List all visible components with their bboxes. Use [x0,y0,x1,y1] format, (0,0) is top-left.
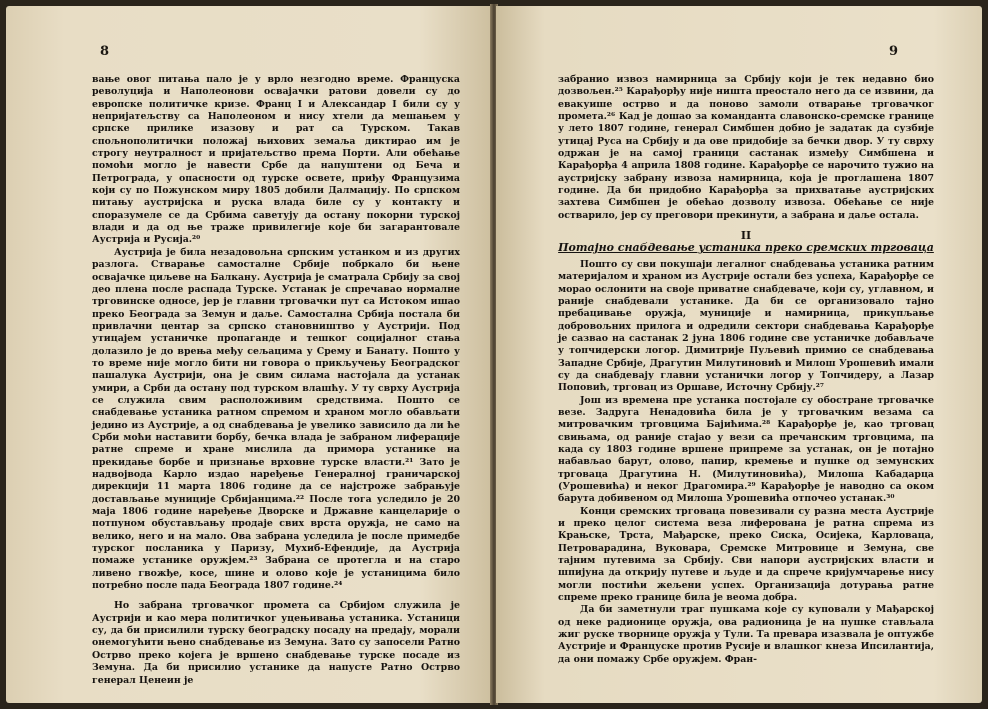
paragraph: Пошто су сви покушаји легалног снабдевања устаника ратним материјалом и храном из Аустрије остали без успеха, Карађорђе се морао ослонити на своје приватне снабдеваче, који су, углавном, и раније снабдевали устанике. Да би се организовало тајно пребацивање оружја, муниције и намирница, прикупљање добровољних прилога и одредили сектори снабдевања Карађорђе је сазвао на састанак 2 јуна 1806 године све устаничке добављаче у топчидерски логор. Димитрије Пуљевић примио се снабдевања Западне Србије, Драгутин Милутиновић и Милош Урошевић имали су да снабдевају главни устанички логор у Топчидеру, а Лазар Поповић, трговац из Оршаве, Источну Србију.²⁷ [558,258,934,394]
section-number: II [740,229,752,243]
paragraph: Још из времена пре устанка постојале су обостране трговачке везе. Задруга Ненадовића била је у трговачким везама са митровачким трговцима Бајићима.²⁸ Карађорђе је, као трговац свињама, од раније стајао у вези са пречанским трговцима, па када су 1803 године вршене припреме за устанак, он је потајно набављао барут, олово, папир, кремење и пушке од земунских трговаца Драгутина Н. (Милутиновића), Милоша Кабадарца (Урошевића) и неког Драгомира.²⁹ Карађорђе је наводно са оком барута добивеном од Милоша Урошевића отпочео устанак.³⁰ [558,394,934,505]
right-page [496,6,982,703]
right-page-body [558,74,934,666]
paragraph: Но забрана трговачког промета са Србијом служила је Аустрији и као мера политичког уцењивања устаника. Устаници су, да би присилили турску београдску посаду на предају, морали онемогућити њено снабдевање из Земуна. Зато су запосели Ратно Острво преко којега је вршено снабдевање турске посаде из Земуна. Да би присилио устанике да напусте Ратно Острво генерал Ценеин је [92,600,460,686]
paragraph: Конци сремских трговаца повезивали су разна места Аустрије и преко целог система веза лиферована је ратна спрема из Крањске, Трста, Мађарске, преко Сиска, Осијека, Карловаца, Петроварадина, Вуковара, Сремске Митровице и Земуна, све тајним путевима за Србију. Сви напори аустријских власти и шпијуна да открију путеве и људе и да спрече кријумчарење нису могли постићи жељени успех. Организација дотурања ратне спреме преко границе била је веома добра. [558,505,934,604]
paragraph: Аустрија је била незадовољна српским устанком и из других разлога. Стварање самосталне Србије побркало би њене освајачке циљеве на Балкану. Аустрија је сматрала Србију за свој део плена после распада Турске. Устанак је спречавао нормалне трговинске односе, јер је главни трговачки пут са Истоком ишао преко Београда за Земун и даље. Самостална Србија постала би привлачни центар за српско становништво у Аустрији. Под утицајем устаничке пропаганде и тешког социјалног стања долазило је до врења међу сељацима у Срему и Банату. Пошто у то време није могло бити ни говора о прикључењу Београдског пашалука Аустрији, она је свим силама настојала да устанак умири, а Срби да остану под турском влашћу. У ту сврху Аустрија се служила свим расположивим средствима. Пошто се снабдевање устаника ратном спремом и храном могло обављати једино из Аустрије, а од снабдевања је увелико зависило да ли ће Срби моћи наставити борбу, бечка влада је забраном лиферације ратне спреме и хране мислила да примора устанике на прекидање борбе и признање врховне турске власти.²¹ Зато је надвојвода Карло издао наређење Генералној граничарској дирекцији 11 марта 1806 године да се најстроже забрањује достављање муниције Србијанцима.²² После тога уследило је 20 маја 1806 године наређење Дворске и Државне канцеларије о потпуном обустављању продаје свих врста оружја, не само на велико, него и на мало. Ова забрана уследила је после примедбе турског посланика у Паризу, Мухиб-Ефендије, да Аустрија помаже устанике оружјем.²³ Забрана се протегла и на старо ливено гвожђе, косе, шине и олово које је устаницима било потребно после пада Београда 1807 године.²⁴ [92,246,460,592]
left-page-number: 8 [100,44,110,59]
right-page-number: 9 [888,44,898,59]
section-title: Потајно снабдевање устаника преко сремских трговаца [558,241,934,255]
paragraph: вање овог питања пало је у врло незгодно време. Француска револуција и Наполеонови освајачки ратови довели су до европске политичке кризе. Франц I и Александар I били су у непријатељству са Наполеоном и нису хтели да мешањем у српске прилике изазову и рат са Турском. Такав спољнополитички положај њихових земаља диктирао им је строгу неутралност и пријатељство према Порти. Али обећање помоћи могло је навести Србе да напуштени од Беча и Петрограда, у опасности од турске освете, приђу Французима који су по Пожунском миру 1805 добили Далмацију. По српском питању аустријска и руска влада биле су у контакту и споразумеле се да Србима саветују да остану покорни турској влади и да од ње траже привилегије које би загарантовале Аустрија и Русија.²⁰ [92,74,460,246]
paragraph: Да би заметнули траг пушкама које су куповали у Мађарској од неке радионице оружја, ова радионица је на пушке стављала жиг руске творнице оружја у Тули. Та превара изазвала је оптужбе Аустрије и Француске против Русије и влашког кнеза Ипсилантија, да они помажу Србе оружјем. Фран- [558,604,934,665]
paragraph: забранио извоз намирница за Србију који је тек недавно био дозвољен.²⁵ Карађорђу није ништа преостало него да се извини, да евакуише острво и да поново замоли отварање трговачког промета.²⁶ Кад је дошао за команданта славонско-сремске границе у лето 1807 године, генерал Симбшен добио је задатак да сузбије утицај Руса на Србију и да ове придобије за бечки двор. У ту сврху одржан је на самој граници састанак између Симбшена и Карађорђа 4 априла 1808 године. Карађорђе се нарочито тужио на аустријску забрану извоза намирница, која је проглашена 1807 године. Да би придобио Карађорђа за прихватање аустријских захтева Симбшен је обећао дозволу извоза. Обећање се није остварило, јер су преговори прекинути, а забрана и даље остала. [558,74,934,221]
left-page-body [92,74,460,687]
left-page [6,6,492,703]
